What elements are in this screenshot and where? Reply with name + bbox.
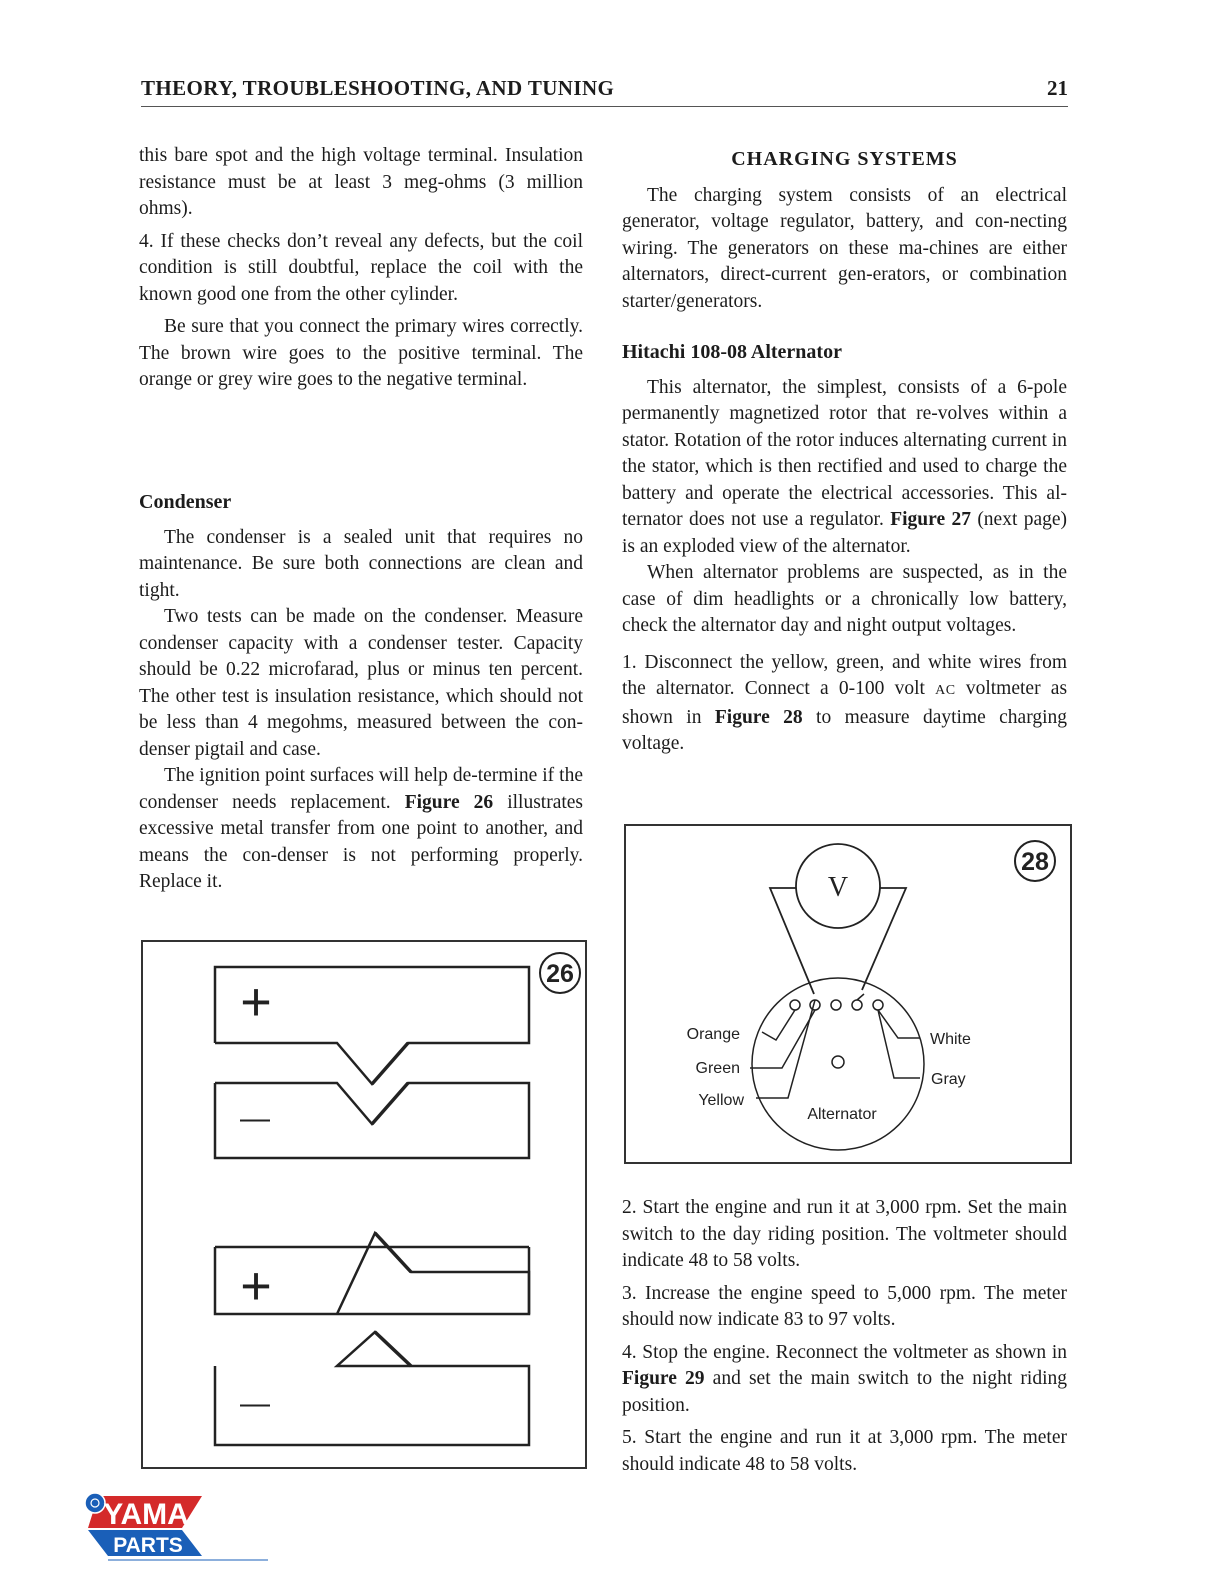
label-white: White (930, 1031, 971, 1048)
logo-top-text: YAMA (103, 1498, 189, 1531)
paragraph: 4. If these checks don’t reveal any defects, but the coil condition is still doubtful, replace the coil with the known good one from the other cylinder. (139, 230, 583, 305)
page-number: 21 (1047, 76, 1068, 100)
figure-reference: Figure 27 (890, 509, 971, 530)
terminal (873, 1000, 883, 1010)
paragraph: When alternator problems are suspected, as in the case of dim headlights or a chronically low battery, check the alternator day and night output voltages. (622, 562, 1067, 636)
paragraph (139, 763, 583, 896)
terminal (831, 1000, 841, 1010)
figure-number: 28 (1021, 848, 1049, 876)
plus-sign: + (240, 1256, 272, 1316)
label-alternator: Alternator (807, 1106, 877, 1123)
figure-26-drawing (143, 942, 585, 1467)
label-gray: Gray (931, 1071, 966, 1088)
paragraph (622, 650, 1067, 758)
label-orange: Orange (686, 1026, 740, 1043)
figure-number: 26 (546, 960, 574, 988)
paragraph (622, 375, 1067, 561)
figure-28 (624, 824, 1072, 1164)
text-run: 4. Stop the engine. Reconnect the voltmeter as shown in (622, 1341, 1067, 1363)
meter-lead-right (862, 888, 906, 990)
running-head: THEORY, TROUBLESHOOTING, AND TUNING (141, 76, 615, 100)
logo-bottom-text: PARTS (113, 1534, 183, 1557)
paragraph: 3. Increase the engine speed to 5,000 rpm. The meter should now indicate 83 to 97 volts. (622, 1282, 1067, 1330)
right-column-top (622, 146, 1067, 758)
paragraph: Two tests can be made on the condenser. Measure condenser capacity with a condenser tester. Capacity should be 0.22 microfarad, plus or minus ten percent. The other test is insulation resistance, which should not be less than 4 megohms, measured between the con-denser pigtail and case. (139, 606, 583, 760)
figure-28-drawing (626, 826, 1070, 1162)
text-run: (next page) is an exploded view of the alternator. (622, 509, 1068, 557)
paragraph: 5. Start the engine and run it at 3,000 rpm. The meter should indicate 48 to 58 volts. (622, 1427, 1067, 1475)
section-heading-hitachi: Hitachi 108-08 Alternator (622, 341, 842, 363)
figure-26 (141, 940, 587, 1469)
minus-sign: — (240, 1102, 270, 1135)
text-run: The ignition point surfaces will help de-termine if the condenser needs replacement. (139, 765, 583, 813)
alternator-body (752, 978, 924, 1150)
terminal (852, 1000, 862, 1010)
figure-reference: Figure 28 (714, 706, 803, 728)
figure-reference: Figure 26 (404, 791, 494, 813)
page-header (141, 76, 1068, 107)
terminal (790, 1000, 800, 1010)
plus-sign: + (240, 972, 272, 1032)
wire-yellow (756, 1000, 815, 1098)
paragraph: 2. Start the engine and run it at 3,000 rpm. Set the main switch to the day riding position. The voltmeter should indicate 48 to 58 volts. (622, 1197, 1067, 1271)
wire-green (750, 1010, 815, 1068)
wire-gray (878, 1010, 920, 1078)
text-run: and set the main switch to the night riding position. (622, 1368, 1067, 1416)
logo-emblem-icon (85, 1493, 105, 1513)
meter-lead-left (770, 888, 814, 994)
left-column-top (139, 143, 583, 394)
left-column-condenser (139, 489, 583, 896)
paragraph (622, 1340, 1067, 1420)
text-run: This alternator, the simplest, consists of a 6-pole permanently magnetized rotor that re-volves within a stator. Rotation of the rotor induces alternating current in the stator, which is then rectified and used to charge the battery and operate the electrical accessories. This al-ternator does not use a regulator. (622, 376, 1067, 530)
text-run: illustrates excessive metal transfer from one point to another, and means the con-denser is not performing properly. Replace it. (139, 791, 584, 892)
paragraph: Be sure that you connect the primary wires correctly. The brown wire goes to the positive terminal. The orange or grey wire goes to the negative terminal. (139, 316, 583, 390)
figure-reference: Figure 29 (622, 1368, 705, 1389)
yamaparts-logo[interactable] (84, 1492, 268, 1562)
logo-graphic (84, 1492, 268, 1562)
minus-sign: — (240, 1387, 270, 1420)
section-heading-condenser: Condenser (139, 491, 232, 513)
text-run: to measure daytime charging voltage. (622, 706, 1068, 754)
label-green: Green (695, 1060, 740, 1077)
wire-stub (857, 994, 864, 1000)
paragraph: this bare spot and the high voltage terminal. Insulation resistance must be at least 3 meg-ohms (3 million ohms). (139, 145, 583, 219)
voltmeter-symbol: V (827, 872, 849, 903)
section-heading-charging-systems: CHARGING SYSTEMS (731, 148, 958, 170)
text-run: voltmeter as shown in (622, 678, 1068, 728)
text-run: AC (935, 683, 956, 698)
label-yellow: Yellow (698, 1092, 744, 1109)
paragraph: The charging system consists of an electrical generator, voltage regulator, battery, and con-necting wiring. The generators on these ma-chines are either alternators, direct-current gen-erators, or combination starter/generators. (622, 184, 1067, 312)
right-column-bottom (622, 1195, 1067, 1478)
text-run: 1. Disconnect the yellow, green, and white wires from the alternator. Connect a 0-100 volt (622, 651, 1067, 699)
paragraph: The condenser is a sealed unit that requires no maintenance. Be sure both connections are clean and tight. (139, 526, 583, 601)
alternator-center (832, 1056, 844, 1068)
